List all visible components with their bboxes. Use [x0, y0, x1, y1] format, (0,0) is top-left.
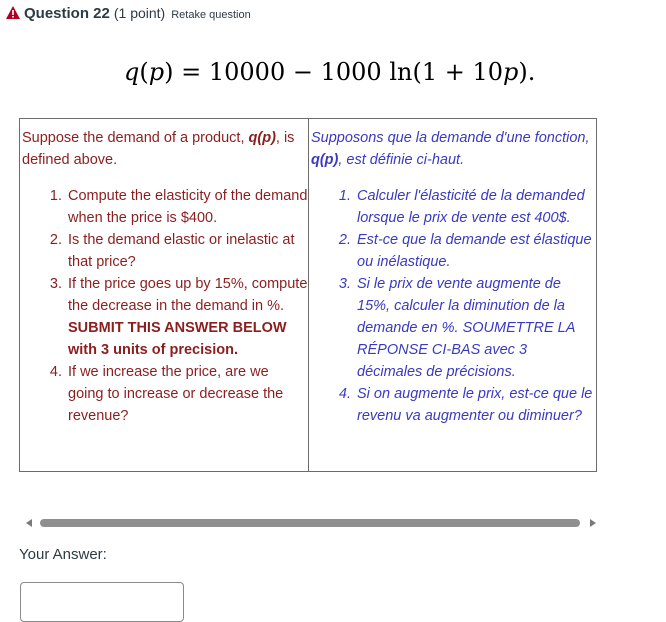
list-item: 1. Calculer l'élasticité de la demanded lorsque le prix de vente est 400$. [355, 185, 596, 229]
french-intro: Supposons que la demande d'une fonction, q(p), est définie ci-haut. [311, 130, 590, 168]
english-column [20, 119, 309, 472]
formula-const: 10000 [208, 58, 286, 86]
warning-icon [6, 6, 20, 19]
list-item: 4. Si on augmente le prix, est-ce que le revenu va augmenter ou diminuer? [355, 383, 596, 427]
french-list [309, 185, 596, 427]
question-points: (1 point) [113, 5, 166, 21]
list-item: 1. Compute the elasticity of the demand when the price is $400. [66, 185, 308, 229]
question-header [6, 5, 251, 22]
scroll-left-icon[interactable] [26, 519, 32, 527]
question-title: Question 22 [24, 5, 110, 22]
english-list [20, 185, 308, 427]
french-column [309, 119, 597, 472]
horizontal-scrollbar[interactable] [26, 516, 596, 530]
list-item: 2. Est-ce que la demande est élastique ou inélastique. [355, 229, 596, 273]
formula-one: 1 [421, 58, 438, 86]
scrollbar-thumb[interactable] [40, 519, 580, 527]
list-item: 4. If we increase the price, are we going to increase or decrease the revenue? [66, 361, 308, 427]
question-table [19, 118, 597, 472]
demand-formula: q(p) = 10000 − 1000 ln(1 + 10p). [124, 58, 536, 86]
formula-var: p [148, 58, 165, 86]
formula-inner-var: p [503, 58, 519, 86]
formula-coef: 1000 [320, 58, 382, 86]
list-item: 3. If the price goes up by 15%, compute the decrease in the demand in %. SUBMIT THIS ANSWER BELOW with 3 units of precision. [66, 273, 308, 361]
answer-label: Your Answer: [19, 546, 107, 563]
scroll-right-icon[interactable] [590, 519, 596, 527]
formula-func: q [124, 58, 140, 86]
formula-inner-coef: 10 [472, 58, 504, 86]
answer-input[interactable] [20, 582, 184, 622]
formula-log: ln [389, 58, 413, 86]
retake-question-link[interactable]: Retake question [171, 9, 251, 21]
english-intro: Suppose the demand of a product, q(p), is defined above. [22, 130, 295, 168]
list-item: 2. Is the demand elastic or inelastic at that price? [66, 229, 308, 273]
list-item: 3. Si le prix de vente augmente de 15%, calculer la diminution de la demande en %. SOUMETTRE LA RÉPONSE CI-BAS avec 3 décimales de précisions. [355, 273, 596, 383]
